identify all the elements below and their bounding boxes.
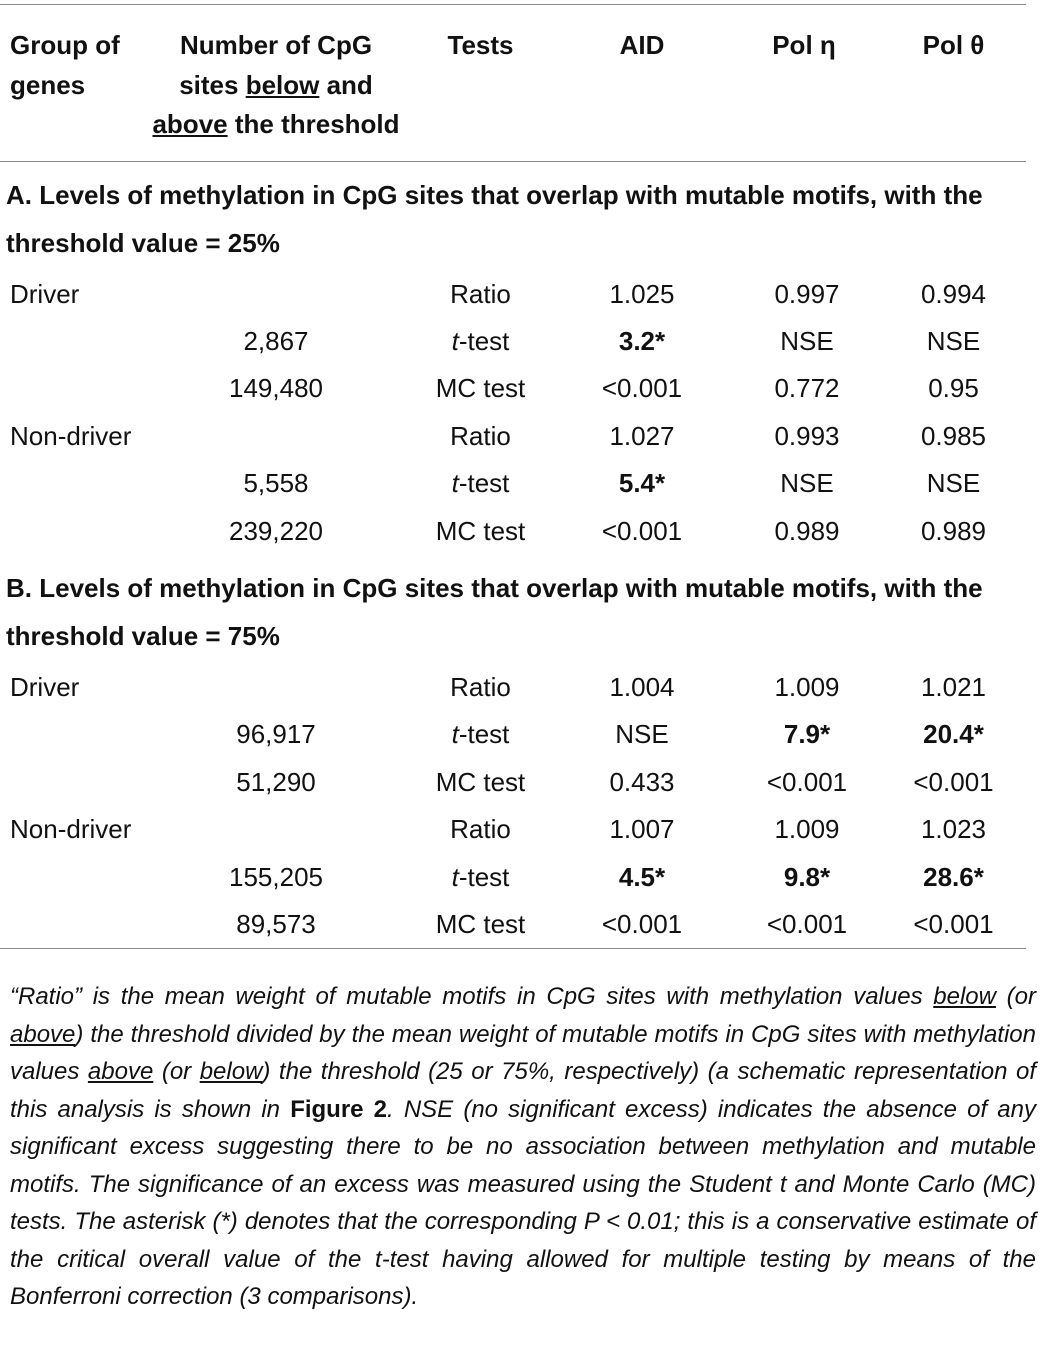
section-title-row bbox=[0, 555, 1026, 664]
footnote-below-1: below bbox=[933, 983, 996, 1010]
cell-pol-theta: <0.001 bbox=[913, 766, 994, 797]
cell-test bbox=[404, 365, 557, 412]
footnote-text-5: ) the threshold (25 or 75%, respectively) (a schematic representation of this analysis is shown in bbox=[10, 1058, 1037, 1123]
cell-aid: NSE bbox=[615, 719, 669, 750]
footnote-below-2: below bbox=[199, 1058, 263, 1085]
table-row bbox=[0, 460, 1026, 507]
cell-number-of-sites: 89,573 bbox=[148, 901, 404, 949]
cell-group bbox=[0, 508, 148, 555]
cell-pol-theta: <0.001 bbox=[887, 901, 1026, 949]
cell-pol-theta: 0.95 bbox=[928, 373, 979, 404]
table-row bbox=[0, 759, 1026, 806]
cell-test bbox=[404, 854, 557, 901]
cell-number-of-sites: 5,558 bbox=[243, 468, 309, 499]
cell-pol-theta: 0.985 bbox=[920, 420, 987, 451]
cell-group bbox=[0, 759, 148, 806]
cell-pol-eta: 9.8* bbox=[783, 861, 831, 892]
cell-aid: <0.001 bbox=[557, 901, 727, 949]
cell-test-label: -test bbox=[458, 325, 510, 356]
table-row bbox=[0, 365, 1026, 412]
cell-group: Non-driver bbox=[10, 814, 132, 845]
cell-aid: <0.001 bbox=[601, 373, 683, 404]
table-row bbox=[0, 664, 1026, 711]
cell-number-of-sites: 96,917 bbox=[236, 719, 316, 750]
header-number-mid: and bbox=[319, 69, 373, 100]
header-row bbox=[0, 5, 1026, 162]
footnote-text-4: (or bbox=[153, 1058, 200, 1085]
cell-test-label: MC test bbox=[435, 515, 526, 546]
cell-pol-eta: 1.009 bbox=[774, 814, 840, 845]
cell-test bbox=[404, 901, 557, 949]
header-number-above: above bbox=[152, 109, 228, 139]
cell-number-of-sites bbox=[148, 806, 404, 853]
section-title: B. Levels of methylation in CpG sites that overlap with mutable motifs, with the threshold value = 75% bbox=[6, 572, 983, 651]
cell-test bbox=[404, 759, 557, 806]
cell-pol-eta: 0.772 bbox=[774, 373, 840, 404]
cell-group: Driver bbox=[10, 671, 80, 702]
cell-number-of-sites bbox=[148, 413, 404, 460]
cell-pol-theta: 28.6* bbox=[923, 861, 984, 892]
table-footnote bbox=[10, 978, 1036, 1316]
cell-test-label: MC test bbox=[435, 908, 526, 939]
header-number-post: the threshold bbox=[227, 109, 400, 139]
cell-test bbox=[404, 460, 557, 507]
cell-group: Driver bbox=[10, 278, 80, 309]
cell-pol-theta: 0.994 bbox=[920, 278, 987, 309]
cell-number-of-sites: 2,867 bbox=[243, 325, 309, 356]
header-pol-eta: Pol η bbox=[772, 30, 836, 60]
cell-test-italic: t bbox=[451, 325, 459, 356]
cell-group bbox=[0, 854, 148, 901]
cell-number-of-sites: 149,480 bbox=[229, 373, 323, 404]
table-row bbox=[0, 508, 1026, 555]
cell-aid: <0.001 bbox=[601, 515, 683, 546]
cell-aid: 1.007 bbox=[609, 814, 675, 845]
methylation-table bbox=[0, 4, 1026, 949]
footnote-figure-link[interactable]: Figure 2 bbox=[290, 1095, 388, 1123]
header-number-below: below bbox=[245, 69, 320, 100]
header-number-pre: Number of CpG sites bbox=[179, 30, 373, 100]
cell-pol-theta: 1.023 bbox=[920, 814, 987, 845]
cell-group bbox=[0, 711, 148, 758]
section-title-row bbox=[0, 161, 1026, 271]
cell-pol-eta: 0.997 bbox=[774, 278, 840, 309]
cell-number-of-sites: 239,220 bbox=[229, 515, 323, 546]
cell-aid: 3.2* bbox=[618, 325, 666, 356]
header-number-of-cpg-sites bbox=[148, 5, 404, 162]
footnote-text-1: “Ratio” is the mean weight of mutable motifs in CpG sites with methylation values bbox=[10, 983, 934, 1010]
cell-test-italic: t bbox=[451, 468, 459, 499]
cell-group bbox=[0, 460, 148, 507]
cell-test bbox=[404, 711, 557, 758]
table-row bbox=[0, 901, 1026, 949]
cell-pol-theta: NSE bbox=[926, 325, 981, 356]
cell-group bbox=[0, 318, 148, 365]
footnote-above-1: above bbox=[10, 1020, 76, 1048]
cell-test-label: MC test bbox=[435, 766, 526, 797]
cell-pol-eta: <0.001 bbox=[727, 901, 887, 949]
cell-test bbox=[404, 271, 557, 318]
cell-test-label: Ratio bbox=[450, 420, 511, 451]
cell-group bbox=[0, 365, 148, 412]
cell-pol-eta: NSE bbox=[780, 468, 834, 499]
section-title: A. Levels of methylation in CpG sites that overlap with mutable motifs, with the threshold value = 25% bbox=[6, 179, 983, 258]
cell-pol-eta: 7.9* bbox=[783, 719, 831, 750]
footnote-above-2: above bbox=[87, 1058, 154, 1085]
footnote-text-6: . NSE (no significant excess) indicates the absence of any significant excess suggesting there to be no association between methylation and mutable motifs. The significance of an excess was measured using the Student t and Monte Carlo (MC) tests. The asterisk (*) denotes that the corresponding P < 0.01; this is a conservative estimate of the critical overall value of the t-test having allowed for multiple testing by means of the Bonferroni correction (3 comparisons). bbox=[10, 1095, 1037, 1310]
cell-number-of-sites bbox=[148, 271, 404, 318]
cell-pol-theta: 1.021 bbox=[920, 671, 987, 702]
cell-test bbox=[404, 318, 557, 365]
table-row bbox=[0, 854, 1026, 901]
cell-group bbox=[0, 901, 148, 949]
cell-test-label: MC test bbox=[435, 373, 526, 404]
cell-test bbox=[404, 664, 557, 711]
cell-test-label: Ratio bbox=[450, 671, 511, 702]
cell-pol-eta: <0.001 bbox=[766, 766, 848, 797]
cell-test-label: -test bbox=[458, 719, 510, 750]
cell-test bbox=[404, 508, 557, 555]
cell-pol-eta: 0.993 bbox=[774, 420, 840, 451]
cell-aid: 1.027 bbox=[609, 420, 675, 451]
table-row bbox=[0, 413, 1026, 460]
header-tests: Tests bbox=[447, 30, 514, 60]
cell-pol-eta: NSE bbox=[780, 325, 834, 356]
cell-number-of-sites: 155,205 bbox=[229, 861, 323, 892]
cell-pol-eta: 1.009 bbox=[774, 671, 840, 702]
table-row bbox=[0, 806, 1026, 853]
cell-number-of-sites bbox=[148, 664, 404, 711]
cell-test-italic: t bbox=[451, 861, 459, 892]
cell-test-label: Ratio bbox=[450, 278, 511, 309]
cell-test-label: -test bbox=[458, 861, 510, 892]
footnote-text-2: (or bbox=[995, 983, 1036, 1010]
cell-pol-theta: NSE bbox=[926, 468, 981, 499]
cell-aid: 4.5* bbox=[618, 861, 666, 892]
table-row bbox=[0, 271, 1026, 318]
cell-aid: 1.025 bbox=[609, 278, 675, 309]
cell-pol-theta: 0.989 bbox=[920, 515, 987, 546]
cell-pol-eta: 0.989 bbox=[774, 515, 840, 546]
cell-aid: 0.433 bbox=[609, 766, 675, 797]
cell-aid: 5.4* bbox=[618, 468, 666, 499]
cell-pol-theta: 20.4* bbox=[923, 719, 984, 750]
table-body bbox=[0, 161, 1026, 949]
header-aid: AID bbox=[619, 30, 665, 60]
cell-test-italic: t bbox=[451, 719, 459, 750]
cell-aid: 1.004 bbox=[609, 671, 675, 702]
table-row bbox=[0, 318, 1026, 365]
cell-group: Non-driver bbox=[10, 420, 132, 451]
footnote-text-3: ) the threshold divided by the mean weight of mutable motifs in CpG sites with methylation values bbox=[10, 1020, 1036, 1085]
cell-test-label: -test bbox=[458, 468, 510, 499]
cell-test bbox=[404, 806, 557, 853]
cell-test-label: Ratio bbox=[450, 814, 511, 845]
header-group-of-genes: Group of genes bbox=[10, 30, 120, 100]
cell-number-of-sites: 51,290 bbox=[236, 766, 316, 797]
table-header bbox=[0, 5, 1026, 162]
cell-test bbox=[404, 413, 557, 460]
table-row bbox=[0, 711, 1026, 758]
header-pol-theta: Pol θ bbox=[922, 30, 985, 60]
